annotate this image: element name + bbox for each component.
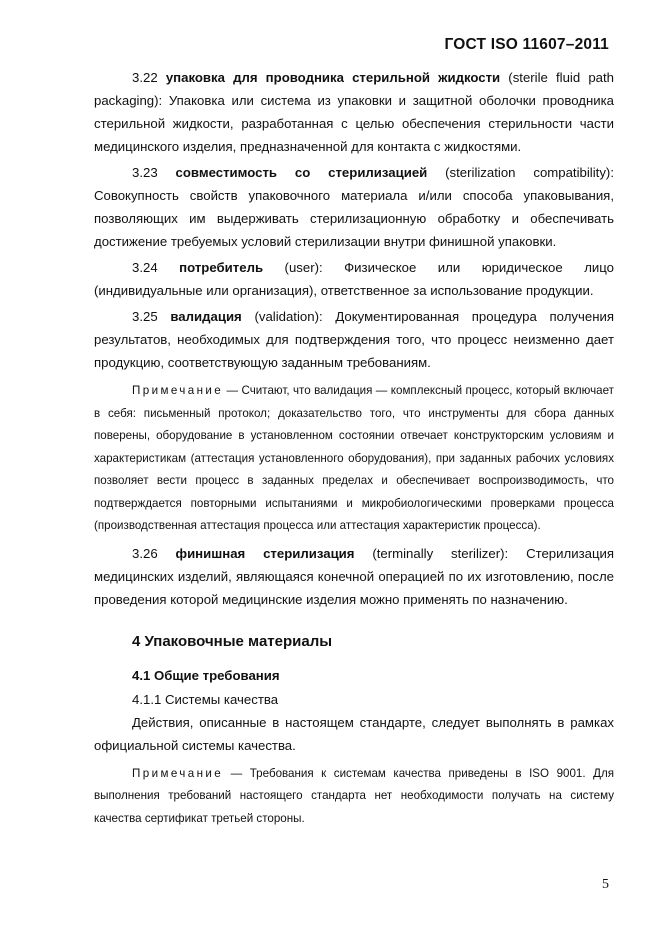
term-english: (validation) xyxy=(254,309,319,324)
term-name: упаковка для проводника стерильной жидкости xyxy=(165,70,501,85)
term-definition: Физическое или юридическое лицо (индивидуальные или организация), ответственное за использование продукции. xyxy=(94,260,615,298)
subsection-heading: 4.1 Общие требования xyxy=(132,667,280,683)
page-number: 5 xyxy=(602,877,609,892)
term-3-25: 3.25 валидация (validation): Документированная процедура получения результатов, необходимых для подтверждения того, что процесс неизменно дает продукцию, соответствующую заданным требованиям. xyxy=(94,309,615,370)
term-definition: Документированная процедура получения результатов, необходимых для подтверждения того, что процесс неизменно дает продукцию, соответствующую заданным требованиям. xyxy=(94,309,615,370)
note-quality xyxy=(94,763,614,831)
term-name: совместимость со стерилизацией xyxy=(175,165,428,180)
note-text: — Требования к системам качества приведены в ISO 9001. Для выполнения требований настоящего стандарта нет необходимости получать на систему качества сертификат третьей стороны. xyxy=(94,766,614,825)
term-3-22: 3.22 упаковка для проводника стерильной жидкости (sterile fluid path packaging): Упаковка или система из упаковки и защитной оболочки проводника стерильной жидкости, разработанная с целью обеспечения стерильности части медицинского изделия, предназначенной для контакта с жидкостями. xyxy=(94,70,614,154)
document-body xyxy=(94,66,614,834)
term-name: потребитель xyxy=(179,260,264,275)
note-label: Примечание xyxy=(132,384,224,397)
note-label: Примечание xyxy=(132,766,224,780)
term-number: 3.22 xyxy=(132,70,158,85)
note-validation xyxy=(94,380,614,538)
term-english: (sterilization compatibility) xyxy=(445,165,611,180)
term-name: финишная стерилизация xyxy=(175,545,355,561)
document-header: ГОСТ ISO 11607–2011 xyxy=(444,36,609,53)
term-3-24: 3.24 потребитель (user): Физическое или юридическое лицо (индивидуальные или организация), ответственное за использование продукции. xyxy=(94,260,615,298)
section-paragraph: Действия, описанные в настоящем стандарте, следует выполнять в рамках официальной системы качества. xyxy=(94,714,614,753)
note-text: — Считают, что валидация — комплексный процесс, который включает в себя: письменный протокол; доказательство того, что инструменты для сбора данных поверены, оборудование в установленном состоянии отвечает конструкторским условиям и характеристикам (аттестация установленного оборудования), при заданных рабочих условиях позволяет вести процесс в заданных пределах и обеспечивает воспроизводимость, что подтверждается повторными испытаниями и микробиологическими проверками процесса (производственная аттестация процесса или аттестация характеристик процесса). xyxy=(94,384,614,532)
term-english: (user) xyxy=(284,260,319,275)
term-name: валидация xyxy=(170,309,242,324)
item-heading: 4.1.1 Системы качества xyxy=(132,691,279,707)
term-number: 3.23 xyxy=(132,165,158,180)
section-heading: 4 Упаковочные материалы xyxy=(132,632,333,650)
term-3-23: 3.23 совместимость со стерилизацией (sterilization compatibility): Совокупность свойств упаковочного материала и/или способа упаковывания, позволяющих им выдерживать стерилизационную обработку и обеспечивать достижение требуемых условий стерилизации внутри финишной упаковки. xyxy=(94,165,614,249)
term-definition: Совокупность свойств упаковочного материала и/или способа упаковывания, позволяющих им выдерживать стерилизационную обработку и обеспечивать достижение требуемых условий стерилизации внутри финишной упаковки. xyxy=(94,188,614,249)
term-number: 3.26 xyxy=(132,545,158,561)
term-definition: Стерилизация медицинских изделий, являющаяся конечной операцией по их изготовлению, после проведения которой медицинские изделия можно применять по назначению. xyxy=(94,545,615,607)
term-english: (sterile fluid path packaging) xyxy=(94,70,614,108)
term-3-26: 3.26 финишная стерилизация (terminally sterilizer): Стерилизация медицинских изделий, являющаяся конечной операцией по их изготовлению, после проведения которой медицинские изделия можно применять по назначению. xyxy=(94,545,615,607)
term-number: 3.24 xyxy=(132,260,158,275)
term-english: (terminally sterilizer) xyxy=(372,545,505,561)
term-number: 3.25 xyxy=(132,309,158,324)
term-definition: Упаковка или система из упаковки и защитной оболочки проводника стерильной жидкости, разработанная с целью обеспечения стерильности части медицинского изделия, предназначенной для контакта с жидкостями. xyxy=(94,93,614,154)
